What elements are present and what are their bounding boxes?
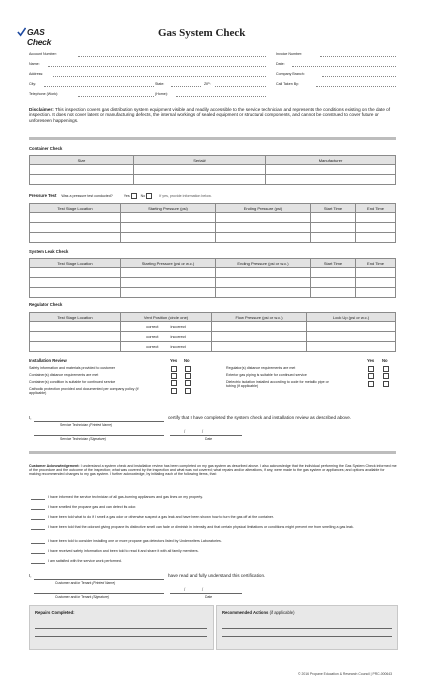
size-header: Size — [30, 156, 134, 165]
ack-item: I have smelled the propane gas and can detect its odor. — [48, 505, 137, 509]
repairs-completed-label: Repairs Completed: — [35, 610, 75, 615]
recommended-actions-note: (if applicable) — [269, 610, 295, 615]
pressure-no-label: No — [140, 194, 146, 198]
installation-review-title: Installation Review — [29, 358, 67, 363]
tech-date-line — [170, 435, 242, 436]
cust-cert-prefix: I, — [29, 573, 32, 578]
logo-text: GAS Check — [27, 27, 52, 47]
recommended-actions-heading — [222, 610, 294, 615]
manufacturer-header: Manufacturer — [266, 156, 396, 165]
cust-date-caption: Date — [205, 595, 213, 599]
date-field[interactable] — [292, 66, 396, 67]
regulator-check-table — [29, 312, 396, 352]
stage-location-header: Test Stage Location — [30, 204, 121, 213]
page-title: Gas System Check — [158, 27, 246, 39]
review-item: Container(s) condition is suitable for continued service — [29, 380, 116, 384]
telephone-home-label: (Home): — [155, 92, 168, 96]
initial-field[interactable] — [31, 529, 45, 530]
ack-item: I have informed the service technician of all gas-burning appliances and gas lines on my property. — [48, 495, 203, 499]
ack-item: I have received safety information and been told to read it and share it with all family members. — [48, 549, 199, 553]
ending-pressure-header: Ending Pressure (psi) — [216, 204, 311, 213]
stage-location-header: Test Stage Location — [30, 259, 121, 268]
initial-field[interactable] — [31, 519, 45, 520]
stage-location-header: Test Stage Location — [30, 313, 121, 322]
review-item: Exterior gas piping is suitable for continued service — [226, 373, 307, 377]
table-row — [30, 175, 396, 185]
recommended-actions-box[interactable] — [216, 605, 398, 650]
end-time-header: End Time — [356, 204, 396, 213]
pressure-test-title: Pressure Test — [29, 193, 57, 198]
cust-cert-text: have read and fully understand this certification. — [168, 573, 266, 578]
table-row — [30, 233, 396, 243]
end-time-header: End Time — [356, 259, 396, 268]
leak-check-title: System Leak Check — [29, 249, 69, 254]
tech-date-field[interactable]: / / — [184, 429, 204, 434]
vent-position-header: Vent Position (circle one) — [121, 313, 212, 322]
repairs-line — [35, 628, 207, 629]
serial-header: Serial# — [134, 156, 266, 165]
review-no-checkbox[interactable] — [185, 373, 191, 379]
review-yes-checkbox[interactable] — [171, 373, 177, 379]
initial-field[interactable] — [31, 509, 45, 510]
telephone-work-field[interactable] — [78, 96, 154, 97]
ack-item: I have been told what to do if I smell a gas odor or otherwise suspect a gas leak and have been shown how to turn the gas off at the container. — [48, 515, 274, 519]
lockup-header: Lock Up (psi or w.c.) — [307, 313, 396, 322]
initial-field[interactable] — [31, 499, 45, 500]
review-no-checkbox[interactable] — [383, 381, 389, 387]
tech-printed-name-field[interactable] — [34, 421, 164, 422]
table-row — [30, 322, 396, 332]
address-field[interactable] — [53, 76, 266, 77]
telephone-home-field[interactable] — [176, 96, 266, 97]
table-row — [30, 332, 396, 342]
correct-option[interactable]: correct — [146, 344, 159, 349]
telephone-work-label: Telephone (Work): — [29, 92, 59, 96]
pressure-test-table — [29, 203, 396, 243]
tech-signature-caption: Service Technician (Signature) — [60, 437, 106, 441]
invoice-number-field[interactable] — [320, 56, 396, 57]
tech-printed-caption: Service Technician (Printed Name) — [60, 423, 113, 427]
review-yes-checkbox[interactable] — [368, 373, 374, 379]
account-number-field[interactable] — [78, 56, 266, 57]
pressure-yes-label: Yes — [123, 194, 130, 198]
ack-item: I have been told to consider installing one or more propane gas detectors listed by Underwriters Laboratories. — [48, 539, 222, 543]
zip-label: ZIP: — [204, 82, 211, 86]
review-yes-header: Yes — [170, 358, 178, 363]
cust-date-line — [170, 593, 242, 594]
ack-item: I am satisfied with the service work performed. — [48, 559, 122, 563]
name-field[interactable] — [48, 66, 266, 67]
table-row — [30, 268, 396, 278]
zip-field[interactable] — [215, 86, 266, 87]
correct-option[interactable]: correct — [146, 334, 159, 339]
pressure-no-checkbox[interactable] — [146, 193, 152, 199]
cust-signature-field[interactable] — [34, 593, 164, 594]
review-no-header: No — [184, 358, 190, 363]
incorrect-option[interactable]: incorrect — [170, 334, 186, 339]
footer-copyright: © 2016 Propane Education & Research Council | PRC-000643 — [298, 672, 393, 676]
recommended-actions-label: Recommended Actions — [222, 610, 269, 615]
pressure-yes-checkbox[interactable] — [131, 193, 137, 199]
ack-text: I understand a system check and installation review has been completed on my gas system as described above. I also acknowledge that the individual performing the Gas System Check informed me of the procedure and the outcome of the inspection; what was covered by the inspection and what was not covered; what repairs and/or alterations, if any, were made to the gas system or appliances; and options available for making recommended changes to my gas system. I further acknowledge, by initialing each of the following items, that: — [29, 464, 397, 477]
review-yes-checkbox[interactable] — [368, 381, 374, 387]
table-row — [30, 165, 396, 175]
cust-date-field[interactable]: / / — [184, 587, 204, 592]
tech-cert-prefix: I, — [29, 415, 32, 420]
review-yes-header-right: Yes — [367, 358, 375, 363]
container-check-title: Container Check — [29, 146, 63, 151]
customer-acknowledgement — [29, 464, 397, 477]
review-item: Container(s) distance requirements are met — [29, 373, 99, 377]
ending-pressure-header: Ending Pressure (psi or w.c.) — [216, 259, 311, 268]
state-label: State: — [155, 82, 165, 86]
company-branch-field[interactable] — [322, 76, 396, 77]
start-time-header: Start Time — [311, 259, 356, 268]
review-no-header-right: No — [382, 358, 388, 363]
cust-printed-caption: Customer and/or Tenant (Printed Name) — [55, 581, 116, 585]
table-row — [30, 223, 396, 233]
table-row — [30, 288, 396, 298]
company-branch-label: Company Branch: — [276, 72, 305, 76]
review-no-checkbox[interactable] — [383, 373, 389, 379]
disclaimer — [29, 107, 397, 123]
ack-label: Customer Acknowledgement: — [29, 464, 80, 468]
cust-printed-name-field[interactable] — [34, 579, 164, 580]
divider — [29, 137, 396, 140]
review-item: Regulator(s) distance requirements are met — [226, 366, 296, 370]
tech-date-caption: Date — [205, 437, 213, 441]
checkmark-icon — [17, 27, 26, 37]
incorrect-option[interactable]: incorrect — [170, 344, 186, 349]
review-item: Cathodic protection provided and documented per company policy (if applicable) — [29, 387, 139, 396]
table-row — [30, 278, 396, 288]
start-time-header: Start Time — [311, 204, 356, 213]
ack-item: I have been told that the odorant giving propane its distinctive smell can fade or diminish in intensity and that certain physical limitations or conditions might prevent me from smelling a gas leak. — [48, 525, 354, 529]
disclaimer-text: This inspection covers gas distribution system equipment visible and readily accessible to the service technician and represents the conditions existing on the date of inspection. It does not cover latent or manufacturing defects, the internal workings of sealed equipment or structural components, and cannot be construed to cover future or unforeseen happenings. — [29, 107, 391, 123]
starting-pressure-header: Starting Pressure (psi or w.c.) — [121, 259, 216, 268]
review-yes-checkbox[interactable] — [171, 366, 177, 372]
review-no-checkbox[interactable] — [185, 380, 191, 386]
address-label: Address: — [29, 72, 44, 76]
pressure-test-row — [29, 193, 399, 199]
call-taken-by-label: Call Taken By: — [276, 82, 299, 86]
state-field[interactable] — [171, 86, 201, 87]
pressure-test-question: Was a pressure test conducted? — [61, 194, 113, 198]
name-label: Name: — [29, 62, 40, 66]
incorrect-option[interactable]: incorrect — [170, 324, 186, 329]
container-check-table — [29, 155, 396, 185]
review-yes-checkbox[interactable] — [171, 380, 177, 386]
initial-field[interactable] — [31, 543, 45, 544]
review-no-checkbox[interactable] — [185, 388, 191, 394]
account-number-label: Account Number: — [29, 52, 57, 56]
date-label: Date: — [276, 62, 285, 66]
repairs-completed-box[interactable] — [29, 605, 214, 650]
divider — [29, 451, 396, 454]
tech-signature-field[interactable] — [34, 435, 164, 436]
review-yes-checkbox[interactable] — [171, 388, 177, 394]
recommended-line — [222, 628, 392, 629]
starting-pressure-header: Starting Pressure (psi) — [121, 204, 216, 213]
invoice-number-label: Invoice Number: — [276, 52, 303, 56]
table-row — [30, 213, 396, 223]
initial-field[interactable] — [31, 563, 45, 564]
disclaimer-label: Disclaimer: — [29, 107, 54, 112]
review-item: Safety information and materials provided to customer — [29, 366, 116, 370]
review-item: Dielectric isolation installed according to code for metallic pipe or tubing (if applicable) — [226, 380, 329, 389]
pressure-note: If yes, provide information below. — [159, 194, 212, 198]
flow-pressure-header: Flow Pressure (psi or w.c.) — [212, 313, 307, 322]
call-taken-by-field[interactable] — [316, 86, 396, 87]
repairs-line — [35, 636, 207, 637]
table-row — [30, 342, 396, 352]
cust-signature-caption: Customer and/or Tenant (Signature) — [55, 595, 110, 599]
city-field[interactable] — [44, 86, 154, 87]
recommended-line — [222, 636, 392, 637]
city-label: City: — [29, 82, 37, 86]
leak-check-table — [29, 258, 396, 298]
correct-option[interactable]: correct — [146, 324, 159, 329]
review-yes-checkbox[interactable] — [368, 366, 374, 372]
initial-field[interactable] — [31, 553, 45, 554]
review-no-checkbox[interactable] — [185, 366, 191, 372]
tech-cert-text: certify that I have completed the system check and installation review as described above. — [168, 415, 352, 420]
logo — [17, 27, 69, 47]
review-no-checkbox[interactable] — [383, 366, 389, 372]
regulator-check-title: Regulator Check — [29, 302, 63, 307]
